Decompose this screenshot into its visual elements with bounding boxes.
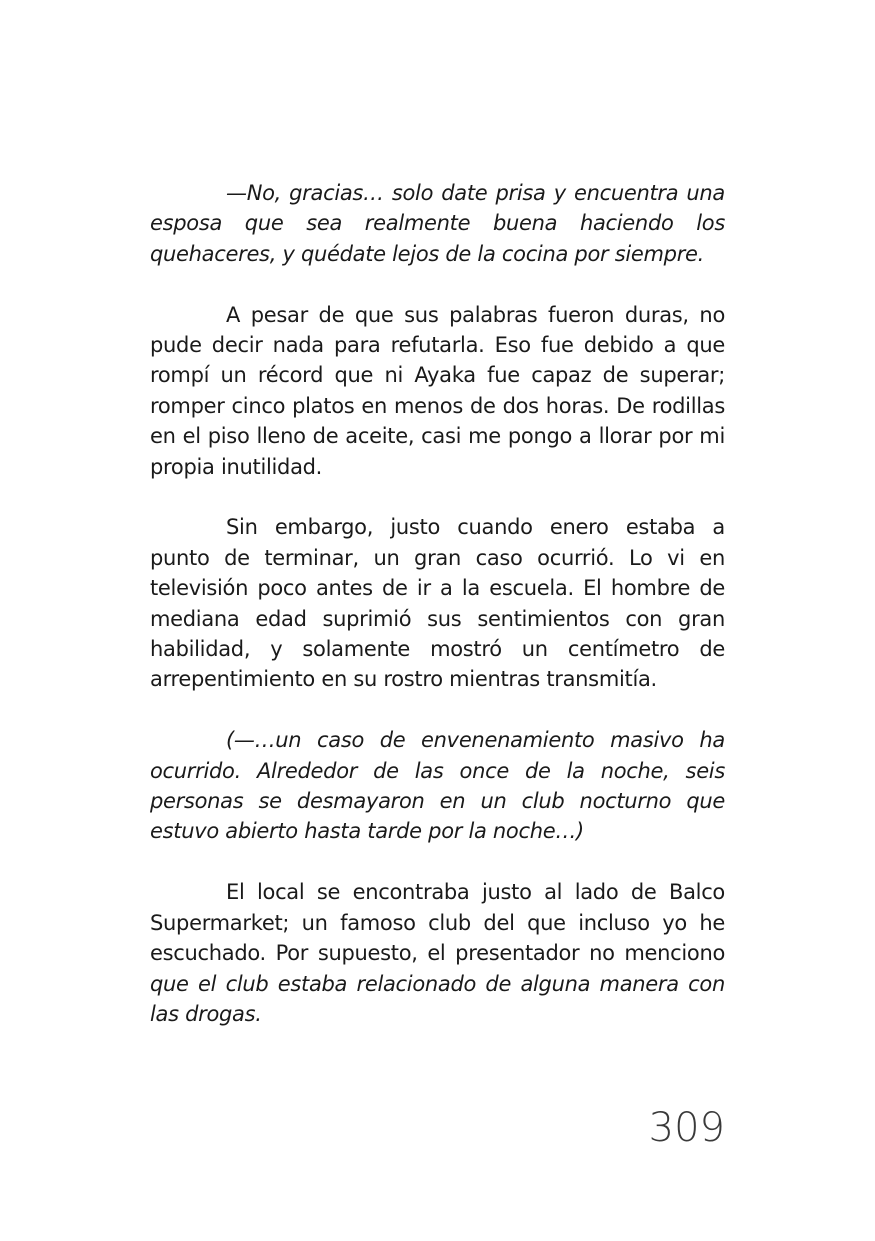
paragraph-narration-3-normal: El local se encontraba justo al lado de Balco Supermarket; un famoso club del que incluso yo he escuchado. Por supuesto, el presentador no menciono (150, 880, 725, 966)
page-text (150, 178, 725, 1060)
page-number: 309 (648, 1105, 725, 1151)
paragraph-narration-3 (150, 877, 725, 1029)
paragraph-broadcast-quote: (—…un caso de envenenamiento masivo ha ocurrido. Alrededor de las once de la noche, seis personas se desmayaron en un club nocturno que estuvo abierto hasta tarde por la noche…) (150, 728, 725, 844)
paragraph-narration-3-italic: que el club estaba relacionado de alguna manera con las drogas. (150, 971, 725, 1026)
paragraph-narration-2: Sin embargo, justo cuando enero estaba a punto de terminar, un gran caso ocurrió. Lo vi en televisión poco antes de ir a la escuela. El hombre de mediana edad suprimió sus sentimientos con gran habilidad, y solamente mostró un centímetro de arrepentimiento en su rostro mientras transmitía. (150, 515, 725, 692)
paragraph-narration-1: A pesar de que sus palabras fueron duras, no pude decir nada para refutarla. Eso fue debido a que rompí un récord que ni Ayaka fue capaz de superar; romper cinco platos en menos de dos horas. De rodillas en el piso lleno de aceite, casi me pongo a llorar por mi propia inutilidad. (150, 302, 725, 479)
paragraph-dialogue-1: —No, gracias… solo date prisa y encuentra una esposa que sea realmente buena haciendo los quehaceres, y quédate lejos de la cocina por siempre. (150, 181, 725, 266)
